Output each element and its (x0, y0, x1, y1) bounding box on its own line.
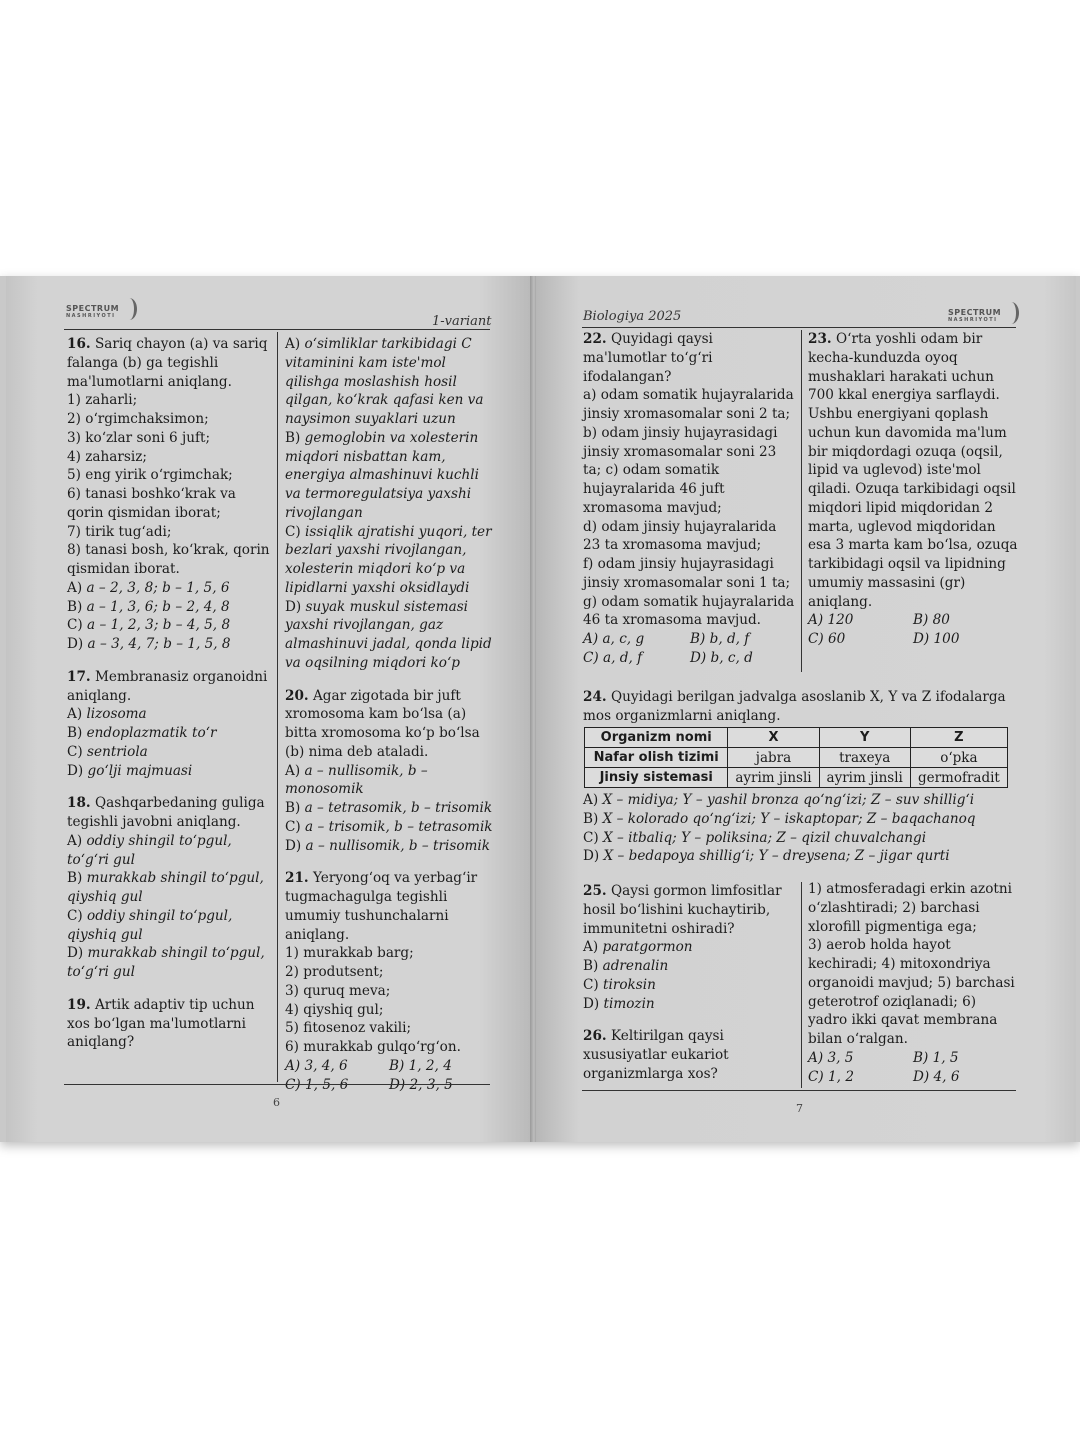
option-letter: D) (67, 762, 84, 779)
answer-option (67, 598, 273, 617)
question-body: Qaysi gormon limfositlar hosil bo‘lishini kuchaytirib, immunitetni oshiradi? (583, 883, 782, 937)
answer-option (67, 724, 273, 743)
option-text: a – trisomik, b – tetrasomik (305, 818, 493, 835)
question-24-options (583, 791, 1013, 866)
list-item: 2) o‘rgimchaksimon; (67, 411, 209, 427)
answer-option-pair (808, 611, 1018, 630)
option-text: a – 1, 2, 3; b – 4, 5, 8 (87, 617, 231, 634)
footer-rule (64, 1084, 490, 1085)
question-text (67, 335, 273, 391)
right-column-2 (808, 330, 1018, 649)
option-text: lizosoma (86, 706, 147, 723)
answer-option (285, 818, 493, 837)
answer-option (285, 429, 493, 523)
question-number: 18. (67, 795, 91, 812)
list-item: 3) quruq meva; (285, 982, 391, 999)
option-letter: C) (583, 976, 599, 993)
option-letter: D) (67, 636, 84, 652)
answer-option (285, 762, 493, 800)
answer-option (67, 762, 273, 781)
running-head: Biologiya 2025 (583, 309, 682, 324)
option-letter: A) (285, 336, 301, 352)
option-letter: B) (67, 870, 83, 887)
table-header-cell: Y (819, 728, 910, 748)
option-letter: A) (583, 939, 599, 956)
option-text: oddiy shingil to‘pgul, qiyshiq gul (67, 907, 233, 943)
question-text (67, 794, 273, 832)
option-letter: A) (67, 706, 83, 723)
question-body: Agar zigotada bir juft xromosoma kam bo‘lsa (a) bitta xromosoma ko‘p bo‘lsa (b) nima deb ataladi. (285, 687, 480, 760)
left-column-2 (285, 335, 493, 1094)
question-body: Yeryong‘oq va yerbag‘ir tugmachagulga tegishli umumiy tushunchalarni aniqlang. (285, 870, 478, 943)
question-number: 17. (67, 668, 91, 685)
option-text: o‘simliklar tarkibidagi C vitaminini kam iste'mol qilishga moslashish hosil qilgan, ko‘krak qafasi ken va naysimon suyaklari uzun (285, 336, 484, 427)
table-cell: jabra (728, 748, 819, 768)
option-letter: D) (285, 598, 302, 615)
answer-option (67, 616, 273, 635)
question-text (583, 330, 797, 386)
question-body: Artik adaptiv tip uchun xos bo‘lgan ma'lumotlarni aniqlang? (67, 996, 255, 1051)
table-cell: ayrim jinsli (728, 768, 819, 788)
option-letter: D) (583, 995, 600, 1012)
answer-option: A) 3, 5 (808, 1049, 854, 1066)
question-number: 23. (808, 331, 832, 347)
option-text: a – 3, 4, 7; b – 1, 5, 8 (87, 636, 231, 652)
option-text: X – itbaliq; Y – poliksina; Z – qizil chuvalchangi (603, 829, 927, 846)
question-text (67, 668, 273, 706)
question-text (583, 1027, 797, 1083)
answer-option-pair (808, 1049, 1018, 1068)
answer-option (583, 847, 1013, 866)
option-text: paratgormon (602, 939, 693, 956)
option-text: endoplazmatik to‘r (86, 725, 217, 741)
list-item: 7) tirik tug‘adi; (67, 523, 172, 540)
answer-option (67, 635, 273, 654)
table-header-cell: Z (910, 728, 1007, 748)
page-number: 7 (796, 1102, 803, 1115)
answer-option (583, 810, 1013, 829)
answer-option: B) b, d, f (690, 631, 750, 647)
question-24: 24. Quyidagi berilgan jadvalga asoslanib X, Y va Z ifodalarga mos organizmlarni aniqlang. (583, 689, 1006, 724)
list-item: f) odam jinsiy hujayrasidagi jinsiy xromasomalar soni 1 ta; g) odam somatik hujayralarida 46 ta xromasoma mavjud. (583, 556, 795, 629)
option-letter: B) (583, 958, 599, 974)
left-column-1 (67, 335, 273, 1052)
option-letter: B) (285, 429, 301, 446)
answer-option (285, 598, 493, 673)
page-number: 6 (273, 1096, 280, 1109)
question-text (67, 996, 273, 1052)
list-item: 4) qiyshiq gul; (285, 1001, 384, 1018)
list-item: 5) eng yirik o‘rgimchak; (67, 467, 233, 484)
option-letter: C) (67, 743, 83, 760)
organism-table (584, 727, 1008, 788)
running-head: 1-variant (432, 314, 492, 329)
question-number: 26. (583, 1028, 607, 1045)
question-body: Sariq chayon (a) va sariq falanga (b) ga tegishli ma'lumotlarni aniqlang. (67, 336, 268, 390)
header-rule (64, 329, 490, 330)
question-number: 25. (583, 883, 607, 899)
list-item: 4) zaharsiz; (67, 448, 147, 465)
answer-option (285, 523, 493, 598)
option-text: a – 1, 3, 6; b – 2, 4, 8 (86, 598, 230, 615)
table-cell: o‘pka (910, 748, 1007, 768)
option-letter: A) (583, 792, 599, 808)
answer-option (583, 957, 797, 976)
table-header-row (585, 728, 1008, 748)
table-cell: traxeya (819, 748, 910, 768)
option-letter: C) (285, 818, 301, 835)
question-text (285, 869, 493, 944)
option-text: suyak muskul sistemasi yaxshi rivojlangan, gaz almashinuvi jadal, qonda lipid va oqsilning miqdori ko‘p (285, 598, 492, 671)
right-column-3 (583, 882, 797, 1084)
answer-option-pair (285, 1057, 493, 1076)
book-spread (0, 276, 1080, 1142)
question-text (808, 330, 1018, 611)
option-letter: D) (67, 945, 84, 962)
answer-option: B) 80 (913, 612, 950, 629)
list-item: d) odam jinsiy hujayralarida 23 ta xromasoma mavjud; (583, 518, 777, 554)
answer-option: A) a, c, g (583, 631, 645, 647)
list-item: 3) ko‘zlar soni 6 juft; (67, 429, 211, 446)
option-letter: B) (285, 800, 301, 816)
table-row (585, 748, 1008, 768)
table-cell: Nafar olish tizimi (585, 748, 728, 768)
answer-option: C) 1, 2 (808, 1068, 854, 1085)
question-number: 19. (67, 996, 91, 1013)
answer-option (67, 743, 273, 762)
spectrum-logo: SPECTRUM NASHRIYOTI (948, 308, 1001, 323)
option-text: a – nullisomik, b – trisomik (305, 837, 490, 854)
question-body: O‘rta yoshli odam bir kecha-kunduzda oyoq mushaklari harakati uchun 700 kkal energiya sarflaydi. Ushbu energiyani qoplash uchun kun davomida ma'lum bir miqdordagi ozuqa (oqsil, lipid va uglevod) iste'mol qiladi. Ozuqa tarkibidagi oqsil miqdori lipid miqdoridan 2 marta, uglevod miqdoridan esa 3 marta kam bo‘lsa, ozuqa tarkibidagi oqsil va lipidning umumiy massasini (gr) aniqlang. (808, 331, 1018, 610)
list-item: 1) zaharli; (67, 392, 138, 409)
list-item: 1) atmosferadagi erkin azotni o‘zlashtiradi; 2) barchasi xlorofill pigmentiga ega; (808, 881, 1012, 935)
answer-option (583, 995, 797, 1014)
option-letter: D) (583, 848, 600, 865)
table-cell: germofradit (910, 768, 1007, 788)
option-text: murakkab shingil to‘pgul, to‘g‘ri gul (67, 945, 265, 980)
list-item: 2) produtsent; (285, 964, 384, 980)
answer-option (285, 335, 493, 429)
question-number: 16. (67, 336, 91, 352)
answer-option (67, 907, 273, 945)
answer-option (285, 799, 493, 818)
option-letter: A) (285, 762, 301, 779)
question-body: Quyidagi qaysi ma'lumotlar to‘g‘ri ifodalangan? (583, 331, 713, 385)
list-item: a) odam somatik hujayralarida jinsiy xromasomalar soni 2 ta; b) odam jinsiy hujayrasidagi jinsiy xromasomalar soni 23 ta; c) odam somatik hujayralarida 46 juft xromasoma mavjud; (583, 387, 794, 516)
option-text: a – nullisomik, b – monosomik (285, 762, 428, 798)
option-text: issiqlik ajratishi yuqori, ter bezlari yaxshi rivojlangan, xolesterin miqdori ko‘p va lipidlarni yaxshi oksidlaydi (285, 523, 492, 596)
answer-option (67, 869, 273, 907)
answer-option (67, 579, 273, 598)
right-column-1 (583, 330, 797, 668)
answer-option: A) 3, 4, 6 (285, 1057, 348, 1074)
answer-option: B) 1, 2, 4 (389, 1057, 452, 1074)
option-letter: A) (67, 832, 83, 849)
answer-option (67, 705, 273, 724)
question-number: 20. (285, 687, 309, 704)
answer-option: D) b, c, d (690, 649, 753, 666)
option-text: X – kolorado qo‘ng‘izi; Y – iskaptopar; Z – baqachanoq (602, 810, 976, 827)
option-letter: B) (583, 810, 599, 827)
answer-option: C) 1, 5, 6 (285, 1076, 349, 1093)
question-number: 22. (583, 331, 607, 347)
option-text: oddiy shingil to‘pgul, to‘g‘ri gul (67, 832, 232, 868)
answer-option: D) 100 (913, 631, 960, 647)
question-body: Keltirilgan qaysi xususiyatlar eukariot organizmlarga xos? (583, 1028, 729, 1082)
table-header-cell: Organizm nomi (585, 728, 728, 748)
right-page (536, 276, 1076, 1142)
option-text: adrenalin (602, 958, 669, 974)
list-item: 3) aerob holda hayot kechiradi; 4) mitoxondriya organoidi mavjud; 5) barchasi geterotrof oziqlanadi; 6) yadro ikki qavat membrana bilan o‘ralgan. (808, 937, 1015, 1047)
option-text: X – midiya; Y – yashil bronza qo‘ng‘izi; Z – suv shillig‘i (602, 792, 975, 808)
answer-option (67, 944, 273, 982)
footer-rule (582, 1090, 1016, 1091)
list-item: 6) tanasi boshko‘krak va qorin qismidan iborat; (67, 486, 236, 521)
answer-option (583, 791, 1013, 810)
list-item: 6) murakkab gulqo‘rg‘on. (285, 1039, 461, 1055)
option-letter: A) (67, 579, 83, 596)
answer-option (583, 938, 797, 957)
answer-option: D) 4, 6 (913, 1068, 960, 1085)
list-item: 1) murakkab barg; (285, 945, 414, 962)
answer-option-pair (808, 630, 1018, 649)
question-number: 21. (285, 870, 309, 887)
question-text (583, 882, 797, 938)
answer-option: A) 120 (808, 612, 854, 629)
question-text (285, 687, 493, 762)
answer-option: C) 60 (808, 631, 846, 647)
answer-option (583, 829, 1013, 848)
answer-option: B) 1, 5 (913, 1049, 959, 1066)
column-divider (277, 332, 278, 1082)
option-text: gemoglobin va xolesterin miqdori nisbattan kam, energiya almashinuvi kuchli va termoregulatsiya yaxshi rivojlangan (285, 429, 479, 521)
option-letter: C) (67, 617, 83, 634)
answer-option-pair (808, 1068, 1018, 1087)
table-header-cell: X (728, 728, 819, 748)
header-rule (582, 327, 1016, 328)
option-text: a – 2, 3, 8; b – 1, 5, 6 (86, 579, 230, 596)
option-text: X – bedapoya shillig‘i; Y – dreysena; Z – jigar qurti (603, 848, 950, 865)
left-page (6, 276, 532, 1142)
question-body: Qashqarbedaning guliga tegishli javobni aniqlang. (67, 795, 265, 830)
answer-option-pair (583, 630, 797, 649)
answer-option (583, 976, 797, 995)
option-text: tiroksin (603, 976, 656, 993)
option-letter: C) (285, 523, 301, 540)
list-item: 8) tanasi bosh, ko‘krak, qorin qismidan iborat. (67, 542, 270, 577)
table-cell: Jinsiy sistemasi (585, 768, 728, 788)
option-letter: B) (67, 598, 83, 615)
list-item: 5) fitosenoz vakili; (285, 1020, 412, 1037)
answer-option (67, 832, 273, 870)
option-text: go‘lji majmuasi (87, 762, 193, 779)
option-text: timozin (603, 995, 655, 1012)
option-letter: D) (285, 837, 302, 854)
option-text: murakkab shingil to‘pgul, qiyshiq gul (67, 870, 264, 905)
answer-option: D) 2, 3, 5 (389, 1076, 453, 1093)
option-letter: C) (67, 907, 83, 924)
column-divider (801, 330, 802, 672)
question-body: Membranasiz organoidni aniqlang. (67, 668, 268, 704)
option-text: sentriola (87, 743, 148, 760)
table-row (585, 768, 1008, 788)
column-divider (801, 882, 802, 1088)
option-text: a – tetrasomik, b – trisomik (304, 800, 493, 816)
option-letter: C) (583, 829, 599, 846)
spectrum-logo: SPECTRUM NASHRIYOTI (66, 304, 119, 319)
answer-option (285, 837, 493, 856)
right-column-4 (808, 880, 1018, 1086)
table-cell: ayrim jinsli (819, 768, 910, 788)
answer-option-pair (583, 649, 797, 668)
answer-option: C) a, d, f (583, 649, 643, 666)
option-letter: B) (67, 725, 83, 741)
